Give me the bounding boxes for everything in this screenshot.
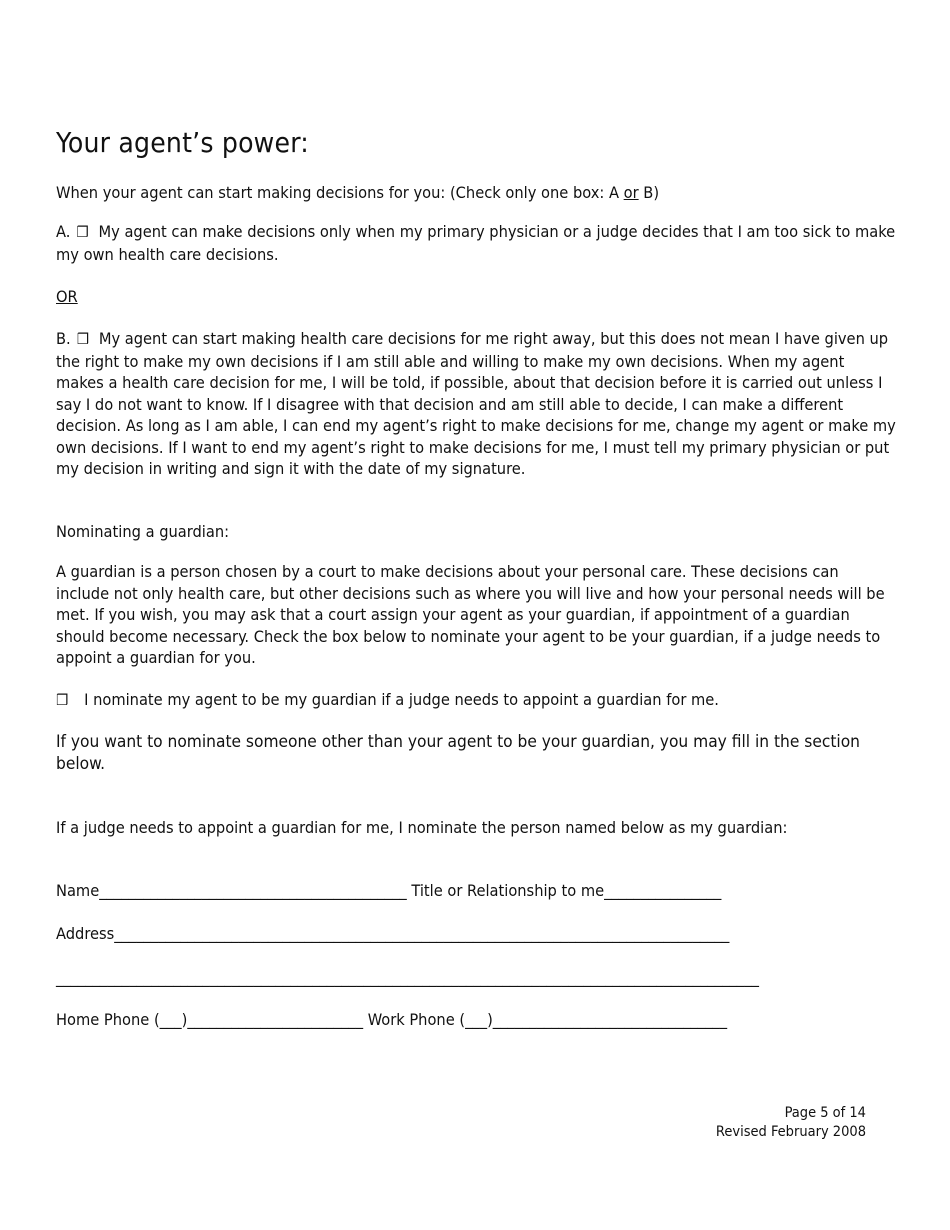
or-underlined: or — [623, 183, 639, 202]
start-prompt-text: When your agent can start making decisions for you: (Check only one box: A — [56, 183, 624, 202]
or-separator: OR — [56, 287, 78, 306]
nominate-agent-option — [56, 689, 719, 712]
guardian-text: A guardian is a person chosen by a court to make decisions about your personal care. These decisions can include not only health care, but other decisions such as where you will live and how your personal needs will be met. If you wish, you may ask that a court assign your agent as your guardian, if appointment of a guardian should become necessary. Check the box below to nominate your agent to be your guardian, if a judge needs to appoint a guardian for you. — [56, 562, 885, 667]
address-field[interactable]: Address____________________________________________________________________________________ — [56, 924, 730, 943]
option-b-text: My agent can start making health care decisions for me right away, but this does not mean I have given up the right to make my own decisions if I am still able and willing to make my own decisions. When my agent makes a health care decision for me, I will be told, if possible, about that decision before it is carried out unless I say I do not want to know. If I disagree with that decision and am still able to decide, I can make a different decision. As long as I am able, I can end my agent’s right to make decisions for me, change my agent or make my own decisions. If I want to end my agent’s right to make decisions for me, I must tell my primary physician or put my decision in writing and sign it with the date of my signature. — [56, 329, 896, 478]
other-nominee-note: If you want to nominate someone other than your agent to be your guardian, you may fill in the section below. — [56, 732, 860, 774]
nominate-agent-text: I nominate my agent to be my guardian if a judge needs to appoint a guardian for me. — [84, 690, 719, 709]
option-b-label: B. — [56, 329, 71, 348]
option-a-label: A. — [56, 222, 71, 241]
option-a-checkbox[interactable]: ❒ — [76, 223, 89, 241]
phone-fields[interactable]: Home Phone (___)________________________ Work Phone (___)________________________________ — [56, 1010, 728, 1029]
page-title: Your agent’s power: — [56, 126, 309, 159]
option-b — [56, 328, 896, 480]
judge-note: If a judge needs to appoint a guardian for me, I nominate the person named below as my guardian: — [56, 818, 788, 837]
address-line-2-field[interactable]: ________________________________________________________________________________________________ — [56, 968, 759, 987]
option-b-checkbox[interactable]: ❒ — [76, 330, 89, 348]
guardian-heading: Nominating a guardian: — [56, 522, 230, 541]
revision-date: Revised February 2008 — [715, 1124, 866, 1140]
option-a — [56, 221, 896, 265]
name-field[interactable]: Name__________________________________________ Title or Relationship to me________________ — [56, 881, 722, 900]
page-footer — [716, 1104, 866, 1142]
start-prompt-end: B) — [638, 183, 660, 202]
start-prompt — [56, 182, 659, 204]
option-a-text: My agent can make decisions only when my primary physician or a judge decides that I am too sick to make my own health care decisions. — [56, 222, 896, 264]
page-number: Page 5 of 14 — [784, 1105, 866, 1121]
nominate-agent-checkbox[interactable]: ❒ — [56, 691, 69, 709]
